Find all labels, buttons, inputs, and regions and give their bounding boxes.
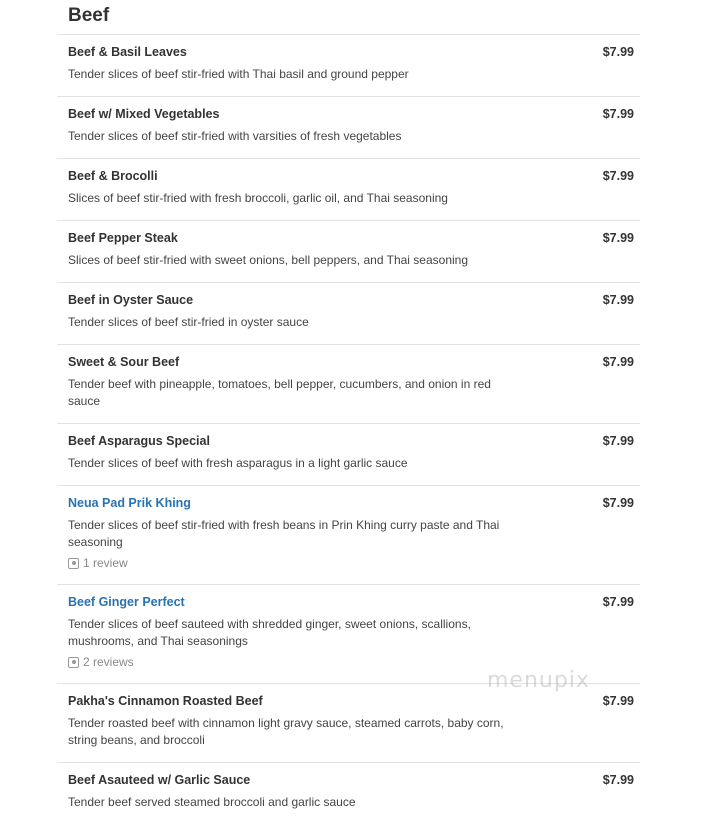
menu-list <box>57 34 640 824</box>
menu-item <box>57 762 640 824</box>
menu-item <box>57 34 640 96</box>
item-price: $7.99 <box>602 694 634 708</box>
item-price: $7.99 <box>602 496 634 510</box>
review-count: 2 reviews <box>83 655 134 669</box>
item-name: Beef w/ Mixed Vegetables <box>68 107 220 121</box>
item-price: $7.99 <box>602 595 634 609</box>
item-price: $7.99 <box>602 293 634 307</box>
section-title: Beef <box>68 5 110 26</box>
item-name: Beef & Brocolli <box>68 169 158 183</box>
item-description: Tender slices of beef sauteed with shredded ginger, sweet onions, scallions, mushrooms, and Thai seasonings <box>68 617 471 648</box>
item-price: $7.99 <box>602 107 634 121</box>
review-icon <box>68 558 79 569</box>
item-name: Beef & Basil Leaves <box>68 45 187 59</box>
menu-item <box>57 282 640 344</box>
menu-item <box>57 344 640 423</box>
menu-item <box>57 584 640 683</box>
item-name-link[interactable]: Neua Pad Prik Khing <box>68 496 191 510</box>
item-description: Slices of beef stir-fried with sweet onions, bell peppers, and Thai seasoning <box>68 253 469 267</box>
item-name: Sweet & Sour Beef <box>68 355 180 369</box>
item-price: $7.99 <box>602 773 634 787</box>
review-icon <box>68 657 79 668</box>
item-description: Tender roasted beef with cinnamon light gravy sauce, steamed carrots, baby corn, string beans, and broccoli <box>68 716 504 747</box>
item-description: Tender beef served steamed broccoli and garlic sauce <box>68 795 356 809</box>
watermark-logo: menupix <box>487 668 590 693</box>
menu-item <box>57 683 640 762</box>
item-name: Beef in Oyster Sauce <box>68 293 194 307</box>
item-description: Tender slices of beef stir-fried in oyster sauce <box>68 315 309 329</box>
item-price: $7.99 <box>602 45 634 59</box>
menu-item <box>57 220 640 282</box>
review-link[interactable] <box>68 654 640 670</box>
item-description: Tender beef with pineapple, tomatoes, bell pepper, cucumbers, and onion in red sauce <box>68 377 491 408</box>
item-price: $7.99 <box>602 434 634 448</box>
item-name: Beef Pepper Steak <box>68 231 178 245</box>
item-price: $7.99 <box>602 169 634 183</box>
item-name-link[interactable]: Beef Ginger Perfect <box>68 595 185 609</box>
menu-item <box>57 96 640 158</box>
item-price: $7.99 <box>602 231 634 245</box>
item-description: Tender slices of beef stir-fried with fresh beans in Prin Khing curry paste and Thai seasoning <box>68 518 500 549</box>
item-name: Pakha's Cinnamon Roasted Beef <box>68 694 263 708</box>
item-description: Tender slices of beef stir-fried with varsities of fresh vegetables <box>68 129 402 143</box>
item-name: Beef Asauteed w/ Garlic Sauce <box>68 773 251 787</box>
item-price: $7.99 <box>602 355 634 369</box>
menu-item <box>57 158 640 220</box>
item-description: Tender slices of beef stir-fried with Thai basil and ground pepper <box>68 67 409 81</box>
review-count: 1 review <box>83 556 128 570</box>
menu-item <box>57 423 640 485</box>
menu-item <box>57 485 640 584</box>
item-description: Tender slices of beef with fresh asparagus in a light garlic sauce <box>68 456 408 470</box>
item-description: Slices of beef stir-fried with fresh broccoli, garlic oil, and Thai seasoning <box>68 191 448 205</box>
review-link[interactable] <box>68 555 640 571</box>
item-name: Beef Asparagus Special <box>68 434 210 448</box>
